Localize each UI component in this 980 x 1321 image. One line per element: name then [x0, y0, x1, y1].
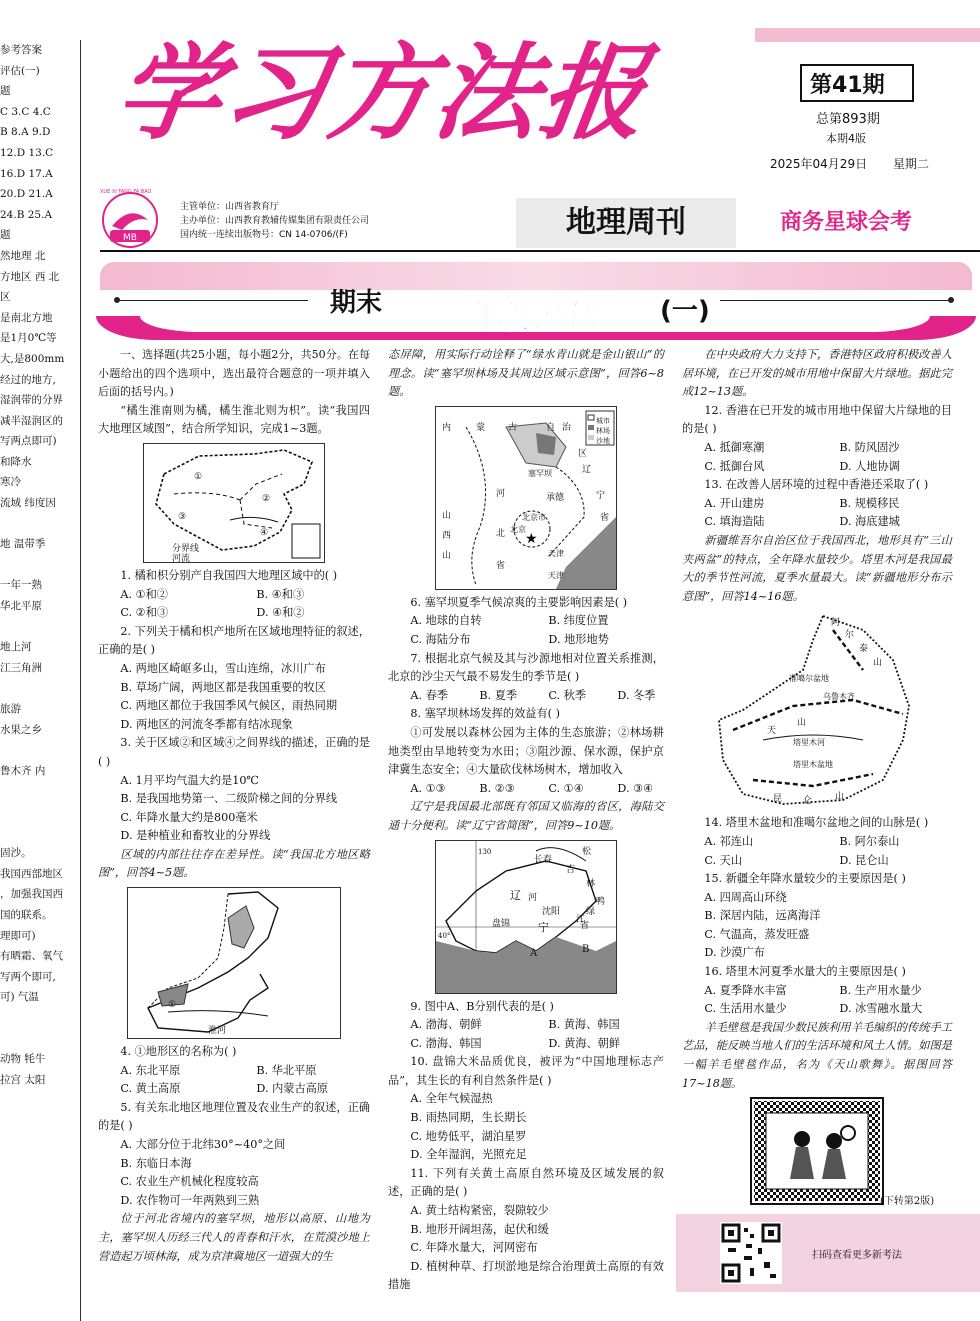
label-saihanba: 塞罕坝 — [528, 468, 552, 478]
xj-junggar: 准噶尔盆地 — [789, 674, 829, 684]
left-strip-line: 湿润带的分界 — [0, 394, 63, 407]
left-strip-line: 地上河 — [0, 641, 32, 654]
q12-option-b[interactable]: B. 防风固沙 — [839, 440, 900, 454]
newspaper-logo — [100, 190, 160, 250]
left-strip-line: 和降水 — [0, 455, 32, 468]
q2-option-c[interactable]: C. 两地区都位于我国季风气候区，雨热同期 — [120, 699, 338, 713]
issue-number-box — [800, 64, 914, 102]
left-strip-line: 寒冷 — [0, 476, 21, 489]
left-divider — [80, 40, 81, 1321]
label-gu: 古 — [508, 422, 518, 433]
question-4: 4. ①地形区的名称为( ) — [120, 1045, 237, 1059]
left-strip-line: 华北平原 — [0, 600, 42, 613]
liaoning-panjin: 盘锦 — [492, 918, 511, 929]
label-ning: 宁 — [596, 490, 606, 501]
left-strip-line: 写两个即可, — [0, 970, 56, 983]
left-strip-line: 20.D 21.A — [0, 188, 53, 201]
left-strip-line: 拉宫 太阳 — [0, 1073, 46, 1086]
q4-option-c[interactable]: C. 黄土高原 — [120, 1082, 181, 1096]
left-strip-line — [0, 678, 78, 699]
left-strip-line — [0, 555, 78, 576]
left-strip-line: 我国西部地区 — [0, 867, 63, 880]
question-9: 9. 图中A、B分别代表的是( ) — [410, 999, 554, 1013]
left-strip-line: 鲁木齐 内 — [0, 764, 46, 777]
svg-text:★: ★ — [525, 530, 538, 547]
map-saihanba — [435, 406, 617, 590]
xj-kun: 昆 — [773, 794, 783, 805]
passage-7: 羊毛壁毯是我国少数民族利用羊毛编织的传统手工艺品，能反映当地人们的生活环境和风土人情。如图是一幅羊毛壁毯作品，名为《天山歌舞》。据图回答17~18题。 — [682, 1020, 952, 1090]
page-count: 本期4版 — [826, 132, 866, 145]
liaoning-shenyang: 沈阳 — [542, 906, 561, 917]
liaoning-label-b: B — [582, 943, 590, 955]
left-strip-line: 一年一熟 — [0, 579, 42, 592]
column-2 — [388, 346, 664, 1295]
q10-option-a[interactable]: A. 全年气候湿热 — [410, 1092, 493, 1106]
cn-number-line: 国内统一连续出版物号：CN 14-0706/(F) — [180, 230, 348, 240]
left-strip-line: 减半湿润区的 — [0, 414, 63, 427]
left-strip-line: 理即可) — [0, 929, 36, 942]
legend-city: 城市 — [596, 416, 610, 425]
q11-option-b[interactable]: B. 地形开阔坦荡，起伏和缓 — [410, 1222, 549, 1236]
legend-river: 河流 — [172, 553, 191, 563]
left-strip-line: 16.D 17.A — [0, 167, 53, 180]
left-strip-line: 可) 气温 — [0, 991, 39, 1004]
q5-option-a[interactable]: A. 大部分位于北纬30°~40°之间 — [120, 1138, 286, 1152]
q2-option-b[interactable]: B. 草场广阔，两地区都是我国重要的牧区 — [120, 680, 326, 694]
q7-option-d[interactable]: D. 冬季 — [617, 688, 656, 702]
issue-date: 2025年04月29日 — [770, 157, 868, 171]
left-strip-line — [0, 823, 78, 844]
header-pink-tab — [755, 28, 980, 42]
liaoning-ya: 鸭 — [596, 896, 606, 907]
left-strip-line: 24.B 25.A — [0, 208, 53, 221]
q5-option-c[interactable]: C. 农业生产机械化程度较高 — [120, 1175, 259, 1189]
label-xi: 西 — [442, 530, 452, 541]
question-1: 1. 橘和枳分别产自我国四大地理区域中的( ) — [120, 568, 338, 582]
q8-option-a[interactable]: A. ①③ — [410, 781, 446, 795]
left-strip-line — [0, 781, 78, 802]
question-8: 8. 塞罕坝林场发挥的效益有( ) — [410, 707, 560, 721]
question-10: 10. 盘锦大米品质优良，被评为“中国地理标志产品”，其生长的有利自然条件是( ) — [388, 1055, 664, 1087]
map-liaoning — [435, 840, 617, 994]
q13-option-b[interactable]: B. 规模移民 — [839, 496, 900, 510]
left-strip-line — [0, 1008, 78, 1029]
column-1 — [98, 346, 370, 1266]
banner-right-dot — [948, 297, 954, 303]
total-issue: 总第893期 — [816, 112, 880, 127]
left-strip-line: 固沙。 — [0, 847, 32, 860]
q9-option-a[interactable]: A. 渤海、朝鲜 — [410, 1018, 482, 1032]
liaoning-lat-40: 40° — [438, 931, 451, 940]
left-strip-line: 动物 牦牛 — [0, 1053, 46, 1066]
left-strip-line — [0, 802, 78, 823]
xj-shan-2: 山 — [835, 792, 845, 803]
q8-option-b[interactable]: B. ②③ — [479, 781, 515, 795]
left-strip-line — [0, 617, 78, 638]
liaoning-ning: 宁 — [538, 920, 549, 934]
q14-option-b[interactable]: B. 阿尔泰山 — [839, 834, 900, 848]
passage-5: 在中央政府大力支持下，香港特区政府积极改善人居环境，在已开发的城市用地中保留大片绿地。据此完成12~13题。 — [682, 348, 952, 399]
left-strip-line: 国的联系。 — [0, 908, 53, 921]
north-map-huaihe: 淮河 — [208, 1026, 227, 1037]
banner-left-line — [118, 300, 308, 301]
q15-option-c[interactable]: C. 气温高，蒸发旺盛 — [704, 927, 810, 941]
passage-2: 区域的内部往往存在差异性。读“我国北方地区略图”，回答4~5题。 — [98, 847, 370, 880]
question-12: 12. 香港在已开发的城市用地中保留大片绿地的目的是( ) — [682, 403, 952, 436]
left-strip-line: 写两点即可) — [0, 435, 57, 448]
xj-er: 尔 — [845, 630, 855, 641]
left-strip-line: 区 — [0, 291, 11, 304]
q11-option-c[interactable]: C. 年降水量大，河网密布 — [410, 1241, 538, 1255]
question-5: 5. 有关东北地区地理位置及农业生产的叙述，正确的是( ) — [98, 1100, 370, 1133]
continued-note: (下转第2版) — [880, 1196, 935, 1207]
label-qu: 区 — [578, 448, 588, 459]
q7-option-c[interactable]: C. 秋季 — [548, 688, 587, 702]
passage-6: 新疆维吾尔自治区位于我国西北，地形具有“三山夹两盆”的特点，全年降水量较少。塔里木河是我国最大的季节性河流，夏季水量最大。读“新疆地形分布示意图”，回答14~16题。 — [682, 533, 952, 603]
q11-option-a[interactable]: A. 黄土结构紧密，裂隙较少 — [410, 1204, 549, 1218]
label-tianjin-2: 天津 — [548, 570, 564, 580]
q1-option-b[interactable]: B. ④和③ — [256, 587, 305, 601]
q11-option-d[interactable]: D. 植树种草、打坝淤地是综合治理黄土高原的有效措施 — [388, 1259, 664, 1292]
liaoning-he: 河 — [528, 892, 538, 903]
liaoning-label-a: A — [530, 947, 538, 959]
q8-option-d[interactable]: D. ③④ — [617, 781, 654, 795]
left-strip-line: B 8.A 9.D — [0, 126, 51, 139]
left-strip-line: 经过的地方, — [0, 373, 56, 386]
q3-option-d[interactable]: D. 是种植业和畜牧业的分界线 — [120, 829, 271, 843]
masthead-title: 学习方法报 — [108, 31, 656, 154]
q15-option-a[interactable]: A. 四周高山环绕 — [704, 890, 787, 904]
legend-sand: 沙地 — [596, 436, 610, 445]
xj-tian: 天 — [767, 726, 777, 737]
q6-option-a[interactable]: A. 地球的自转 — [410, 614, 482, 628]
q5-option-b[interactable]: B. 东临日本海 — [120, 1156, 192, 1170]
xj-tai: 泰 — [859, 644, 869, 655]
left-strip-line: 题 — [0, 85, 11, 98]
q16-option-b[interactable]: B. 生产用水量少 — [839, 983, 922, 997]
question-3: 3. 关于区域②和区域④之间界线的描述，正确的是( ) — [98, 736, 370, 768]
q7-option-b[interactable]: B. 夏季 — [479, 688, 518, 702]
edition-label: 商务星球会考 — [780, 210, 913, 235]
xj-a: 阿 — [831, 618, 841, 629]
q14-option-c[interactable]: C. 天山 — [704, 853, 743, 867]
issue-number: 第41期 — [810, 73, 885, 98]
left-strip-line: ，加强我国西 — [0, 888, 63, 901]
left-strip-line: 大,是800mm — [0, 352, 65, 365]
q10-option-c[interactable]: C. 地势低平，湖泊星罗 — [410, 1129, 527, 1143]
question-2: 2. 下列关于橘和枳产地所在区域地理特征的叙述，正确的是( ) — [98, 624, 370, 657]
liaoning-sheng: 省 — [580, 920, 590, 931]
label-meng: 蒙 — [476, 422, 486, 433]
xj-urumqi: 乌鲁木齐 — [823, 692, 855, 702]
question-16: 16. 塔里木河夏季水量大的主要原因是( ) — [704, 965, 906, 979]
passage-3-continued: 态屏障，用实际行动诠释了“绿水青山就是金山银山”的理念。读“塞罕坝林场及其周边区域示意图”，回答6~8题。 — [388, 348, 664, 399]
left-strip-line: 地 温带季 — [0, 538, 46, 551]
q9-option-c[interactable]: C. 渤海、韩国 — [410, 1036, 482, 1050]
left-strip-line: 题 — [0, 229, 11, 242]
q13-option-d[interactable]: D. 海底建城 — [839, 515, 900, 529]
q10-option-b[interactable]: B. 雨热同期，生长期长 — [410, 1111, 527, 1125]
banner-title: 自我评估 — [462, 298, 603, 336]
supervisor-line: 主管单位：山西省教育厅 — [180, 202, 280, 212]
supplement-title: 地理周刊 — [516, 198, 736, 248]
liaoning-changchun: 长春 — [534, 854, 553, 865]
issue-weekday: 星期二 — [893, 157, 930, 171]
q6-option-b[interactable]: B. 纬度位置 — [548, 614, 609, 628]
label-nei: 内 — [442, 422, 452, 433]
label-he: 河 — [496, 488, 506, 499]
left-strip-line: 评估(一) — [0, 64, 40, 77]
left-strip-line: 流域 纬度因 — [0, 497, 56, 510]
label-shan: 山 — [442, 510, 452, 521]
label-liao: 辽 — [582, 464, 592, 475]
q12-option-d[interactable]: D. 人地协调 — [839, 459, 900, 473]
left-strip-line: 水果之乡 — [0, 723, 42, 736]
q10-option-d[interactable]: D. 全年湿润，光照充足 — [410, 1148, 527, 1162]
liaoning-liao: 辽 — [510, 888, 521, 902]
left-strip-line: 江三角洲 — [0, 661, 42, 674]
liaoning-lv: 绿 — [586, 906, 596, 917]
section-intro: 一、选择题(共25小题，每小题2分，共50分。在每小题给出的四个选项中，选出最符合题意的一项并填入后面的括号内。) — [98, 348, 370, 399]
label-zhi: 治 — [562, 422, 572, 433]
map-china-regions — [143, 443, 325, 563]
sponsor-org-line: 主办单位：山西教育教辅传媒集团有限责任公司 — [180, 216, 370, 226]
label-shan-2: 山 — [442, 550, 452, 561]
q16-option-d[interactable]: D. 冰雪融水量大 — [839, 1002, 923, 1016]
q15-option-b[interactable]: B. 深居内陆，远离海洋 — [704, 909, 821, 923]
q14-option-a[interactable]: A. 祁连山 — [704, 834, 754, 848]
region-3-label: ③ — [178, 511, 187, 522]
question-14: 14. 塔里木盆地和准噶尔盆地之间的山脉是( ) — [704, 816, 929, 830]
left-strip-line — [0, 1029, 78, 1050]
question-6: 6. 塞罕坝夏季气候凉爽的主要影响因素是( ) — [410, 595, 628, 609]
label-beijing: 北京 — [510, 524, 526, 534]
q4-option-d[interactable]: D. 内蒙古高原 — [256, 1082, 329, 1096]
xj-tarim-river: 塔里木河 — [793, 738, 825, 748]
passage-3: 位于河北省境内的塞罕坝，地形以高原、山地为主，塞罕坝人历经三代人的青春和汗水，在荒漠沙地上营造起万顷林海，成为京津冀地区一道强大的生 — [98, 1212, 370, 1263]
banner-number: (一) — [660, 296, 710, 326]
q1-option-c[interactable]: C. ②和③ — [120, 606, 169, 620]
liaoning-jiang: 江 — [576, 914, 586, 925]
question-11: 11. 下列有关黄土高原自然环境及区域发展的叙述，正确的是( ) — [388, 1166, 664, 1199]
q7-option-a[interactable]: A. 春季 — [410, 688, 448, 702]
header-rule — [100, 250, 980, 252]
label-chengde: 承德 — [546, 492, 565, 503]
banner-prefix: 期末 — [330, 288, 383, 318]
q12-option-a[interactable]: A. 抵御寒潮 — [704, 440, 765, 454]
q15-option-d[interactable]: D. 沙漠广布 — [704, 946, 765, 960]
label-sheng: 省 — [600, 512, 610, 523]
region-1-label: ① — [194, 471, 203, 482]
question-15: 15. 新疆全年降水量较少的主要原因是( ) — [704, 872, 906, 886]
q16-option-c[interactable]: C. 生活用水量少 — [704, 1002, 787, 1016]
q4-option-b[interactable]: B. 华北平原 — [256, 1063, 317, 1077]
q16-option-a[interactable]: A. 夏季降水丰富 — [704, 983, 787, 997]
banner-left-dot — [114, 297, 120, 303]
q6-option-d[interactable]: D. 地形地势 — [548, 632, 609, 646]
qr-caption: 扫码查看更多新考法 — [812, 1250, 902, 1261]
q3-option-c[interactable]: C. 年降水量大约是800毫米 — [120, 810, 258, 824]
q13-option-c[interactable]: C. 填海造陆 — [704, 515, 765, 529]
q8-statements: ①可发展以森林公园为主体的生态旅游；②林场耕地类型由旱地转变为水田；③阻沙源、保水源，保护京津冀生态安全；④大量砍伐林场树木，增加收入 — [388, 725, 664, 777]
logo-text: XUE XI FANG FA BAO — [100, 189, 152, 195]
left-answer-strip — [0, 40, 78, 1321]
label-zi: 自 — [546, 422, 556, 433]
xj-shan: 山 — [873, 658, 883, 669]
q2-option-a[interactable]: A. 两地区崎岖多山，雪山连绵，冰川广布 — [120, 661, 326, 675]
label-sheng-2: 省 — [496, 560, 506, 571]
region-2-label: ② — [262, 493, 271, 504]
q1-option-d[interactable]: D. ④和② — [256, 606, 305, 620]
legend-forest: 林场 — [596, 426, 610, 435]
liaoning-ji: 吉 — [566, 864, 576, 875]
q3-option-b[interactable]: B. 是我国地势第一、二级阶梯之间的分界线 — [120, 792, 338, 806]
left-strip-line — [0, 514, 78, 535]
column-3 — [682, 346, 952, 1209]
left-strip-line: 方地区 西 北 — [0, 270, 60, 283]
q9-option-d[interactable]: D. 黄海、朝鲜 — [548, 1036, 621, 1050]
left-strip-line: 有晒霜、氧气 — [0, 950, 63, 963]
q3-option-a[interactable]: A. 1月平均气温大约是10℃ — [120, 773, 259, 787]
q14-option-d[interactable]: D. 昆仑山 — [839, 853, 889, 867]
map-north-china — [127, 887, 341, 1039]
q1-option-a[interactable]: A. ①和② — [120, 587, 168, 601]
map-xinjiang — [713, 610, 921, 810]
banner-right-line — [720, 300, 950, 301]
q8-option-c[interactable]: C. ①④ — [548, 781, 584, 795]
label-beijing-shi: 北京市 — [522, 512, 546, 522]
q4-option-a[interactable]: A. 东北平原 — [120, 1063, 181, 1077]
question-13: 13. 在改善人居环境的过程中香港还采取了( ) — [704, 478, 929, 492]
q5-option-d[interactable]: D. 农作物可一年两熟到三熟 — [120, 1193, 260, 1207]
left-strip-line: 然地理 北 — [0, 249, 46, 262]
left-strip-line: 参考答案 — [0, 44, 42, 56]
liaoning-song: 松 — [582, 846, 592, 857]
north-map-region-1: ① — [168, 1000, 177, 1011]
region-4-label: ④ — [260, 527, 269, 538]
q12-option-c[interactable]: C. 抵御台风 — [704, 459, 765, 473]
left-strip-line: 是南北方地 — [0, 311, 53, 324]
xj-tarim-basin: 塔里木盆地 — [793, 760, 833, 770]
legend-boundary: 分界线 — [172, 543, 200, 554]
xj-tian-shan: 山 — [797, 718, 807, 729]
left-strip-line: 旅游 — [0, 703, 21, 715]
liaoning-lin: 林 — [586, 878, 596, 889]
q6-option-c[interactable]: C. 海陆分布 — [410, 632, 471, 646]
tapestry-image — [750, 1097, 884, 1205]
passage-1: “橘生淮南则为橘，橘生淮北则为枳”。读“我国四大地理区域图”，结合所学知识，完成1~3题。 — [98, 403, 370, 436]
left-strip-line — [0, 740, 78, 761]
left-strip-line: 12.D 13.C — [0, 146, 54, 159]
qr-code-icon[interactable] — [720, 1222, 782, 1284]
banner-background — [100, 262, 972, 290]
passage-4: 辽宁是我国最北部既有邻国又临海的省区，海陆交通十分便利。读“辽宁省简图”，回答9~10题。 — [388, 800, 664, 832]
q2-option-d[interactable]: D. 两地区的河流冬季都有结冰现象 — [120, 717, 293, 731]
question-7: 7. 根据北京气候及其与沙源地相对位置关系推测，北京的沙尘天气最不易发生的季节是( ) — [388, 651, 664, 684]
svg-text:MB: MB — [123, 233, 137, 243]
label-bei: 北 — [496, 528, 506, 539]
q9-option-b[interactable]: B. 黄海、韩国 — [548, 1018, 620, 1032]
liaoning-lon-130: 130 — [478, 847, 492, 856]
q13-option-a[interactable]: A. 开山建房 — [704, 496, 765, 510]
left-strip-line: C 3.C 4.C — [0, 105, 51, 118]
xj-lun: 仑 — [803, 796, 813, 807]
left-strip-line: 是1月0℃等 — [0, 332, 57, 345]
label-tianjin: 天津 — [548, 548, 564, 558]
